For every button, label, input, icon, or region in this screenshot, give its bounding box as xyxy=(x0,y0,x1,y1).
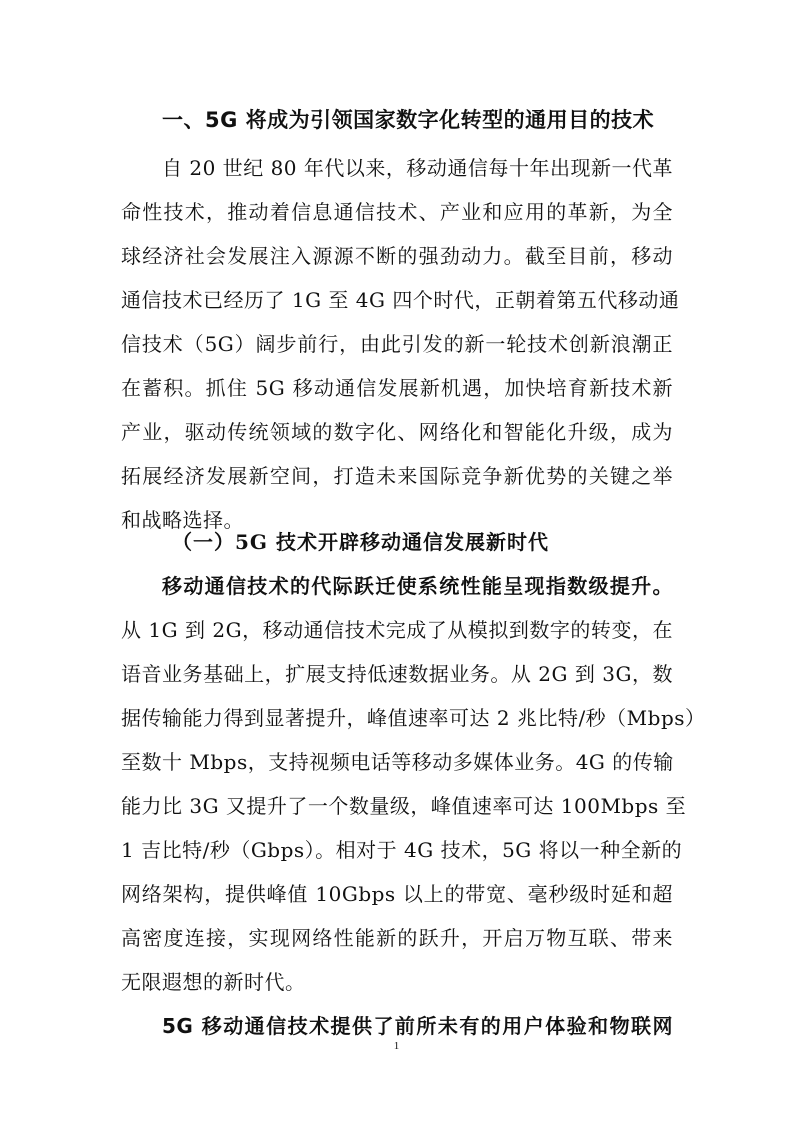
subsection-heading: （一）5G 技术开辟移动通信发展新时代 xyxy=(172,530,549,554)
paragraph-line: 通信技术已经历了 1G 至 4G 四个时代，正朝着第五代移动通 xyxy=(121,288,680,312)
paragraph-line: 在蓄积。抓住 5G 移动通信发展新机遇，加快培育新技术新 xyxy=(121,376,673,400)
paragraph-line: 信技术（5G）阔步前行，由此引发的新一轮技术创新浪潮正 xyxy=(121,332,673,356)
paragraph-line: 据传输能力得到显著提升，峰值速率可达 2 兆比特/秒（Mbps） xyxy=(121,706,706,730)
paragraph-line: 1 吉比特/秒（Gbps）。相对于 4G 技术，5G 将以一种全新的 xyxy=(121,838,683,862)
paragraph-line: 网络架构，提供峰值 10Gbps 以上的带宽、毫秒级时延和超 xyxy=(121,882,673,906)
paragraph-line: 语音业务基础上，扩展支持低速数据业务。从 2G 到 3G，数 xyxy=(121,662,673,686)
paragraph-line: 产业，驱动传统领域的数字化、网络化和智能化升级，成为 xyxy=(121,420,673,444)
paragraph-lead-sentence: 移动通信技术的代际跃迁使系统性能呈现指数级提升。 xyxy=(162,574,673,598)
paragraph-line: 能力比 3G 又提升了一个数量级，峰值速率可达 100Mbps 至 xyxy=(121,794,687,818)
paragraph-line: 和战略选择。 xyxy=(121,508,244,532)
paragraph-line: 高密度连接，实现网络性能新的跃升，开启万物互联、带来 xyxy=(121,926,673,950)
paragraph-line: 无限遐想的新时代。 xyxy=(121,970,306,994)
paragraph-lead-sentence: 5G 移动通信技术提供了前所未有的用户体验和物联网 xyxy=(162,1014,673,1038)
page-number: 1 xyxy=(393,1040,400,1052)
paragraph-line: 从 1G 到 2G，移动通信技术完成了从模拟到数字的转变，在 xyxy=(121,618,673,642)
paragraph-line: 自 20 世纪 80 年代以来，移动通信每十年出现新一代革 xyxy=(162,156,673,180)
paragraph-line: 至数十 Mbps，支持视频电话等移动多媒体业务。4G 的传输 xyxy=(121,750,674,774)
section-heading: 一、5G 将成为引领国家数字化转型的通用目的技术 xyxy=(162,108,655,132)
paragraph-line: 球经济社会发展注入源源不断的强劲动力。截至目前，移动 xyxy=(121,244,673,268)
paragraph-line: 拓展经济发展新空间，打造未来国际竞争新优势的关键之举 xyxy=(121,464,673,488)
paragraph-line: 命性技术，推动着信息通信技术、产业和应用的革新，为全 xyxy=(121,200,673,224)
